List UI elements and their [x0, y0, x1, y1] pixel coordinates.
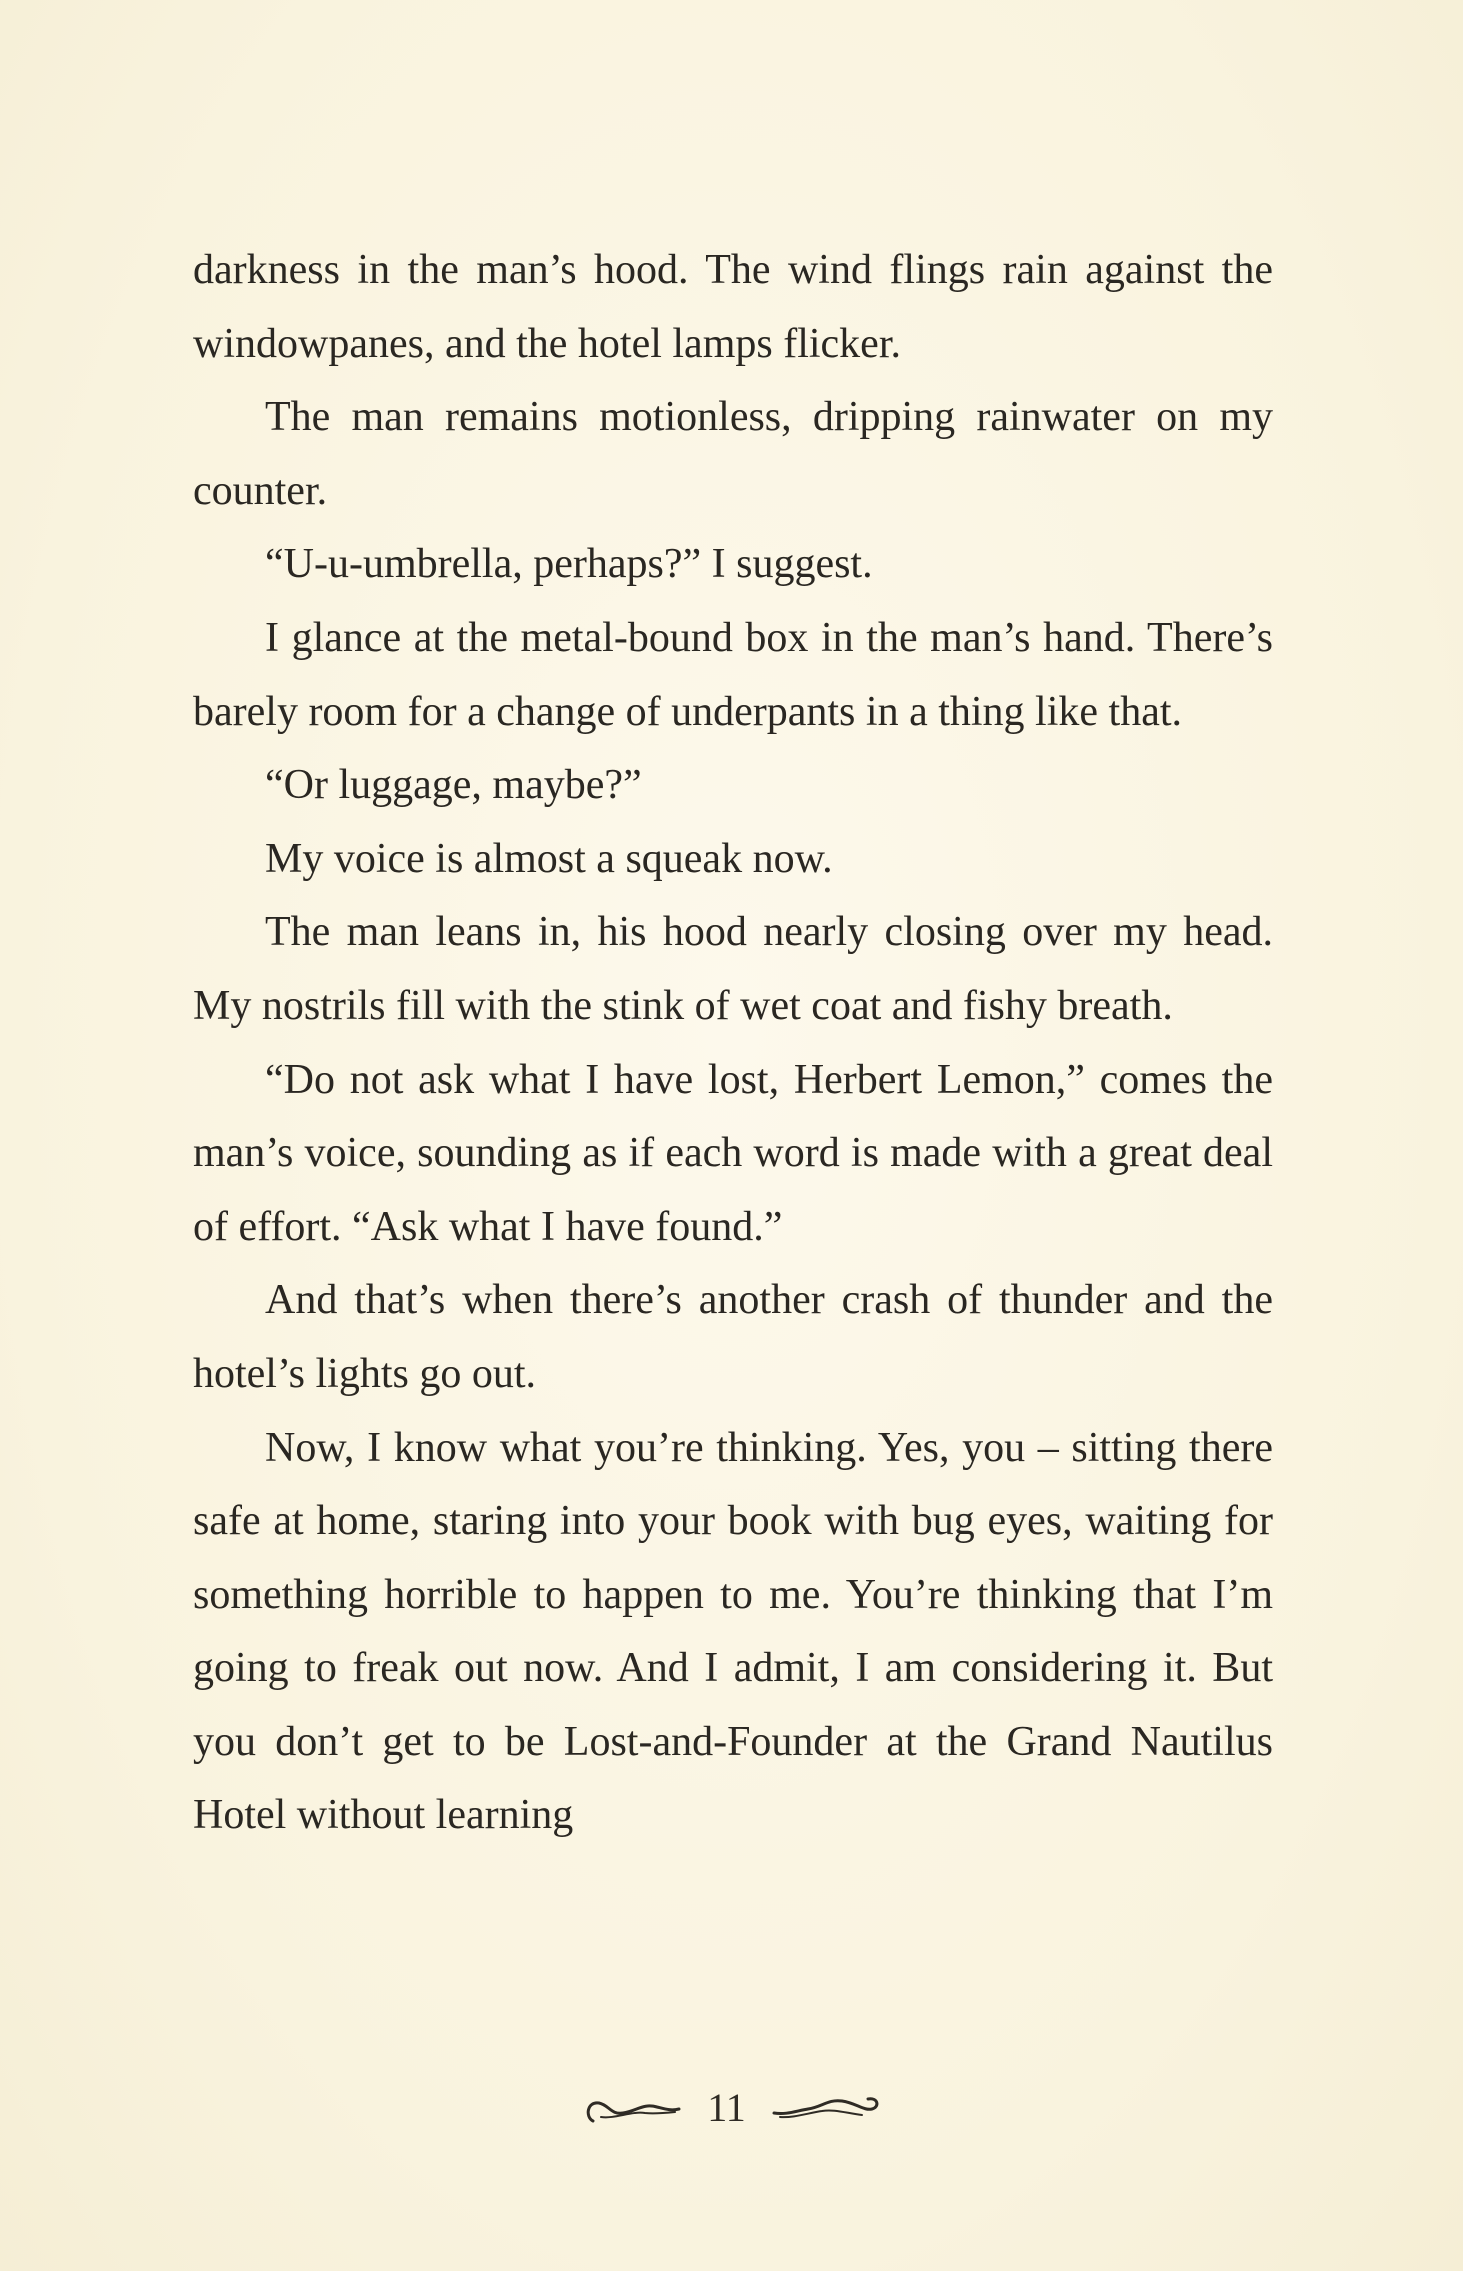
wave-flourish-right-icon — [772, 2091, 882, 2125]
paragraph: I glance at the metal-bound box in the man’s hand. There’s barely room for a change of underpants in a thing like that. — [193, 614, 1273, 735]
page-footer — [0, 2078, 1463, 2138]
page-number: 11 — [707, 2085, 746, 2130]
paragraph: “Or luggage, maybe?” — [265, 762, 642, 809]
wave-flourish-left-icon — [581, 2091, 681, 2125]
paragraph: The man leans in, his hood nearly closing over my head. My nostrils fill with the stink of wet coat and fishy breath. — [193, 909, 1273, 1029]
paragraph: And that’s when there’s another crash of thunder and the hotel’s lights go out. — [193, 1277, 1273, 1397]
paragraph: “Do not ask what I have lost, Herbert Lemon,” comes the man’s voice, sounding as if each word is made with a great deal of effort. “Ask what I have found.” — [193, 1056, 1273, 1250]
paragraph: Now, I know what you’re thinking. Yes, you – sitting there safe at home, staring into your book with bug eyes, waiting for something horrible to happen to me. You’re thinking that I’m going to freak out now. And I admit, I am considering it. But you don’t get to be Lost-and-Founder at the Grand Nautilus Hotel without learning — [193, 1424, 1273, 1839]
paragraph: darkness in the man’s hood. The wind flings rain against the windowpanes, and the hotel lamps flicker. — [193, 247, 1273, 367]
paragraph: The man remains motionless, dripping rainwater on my counter. — [193, 394, 1273, 514]
body-text — [193, 234, 1273, 1853]
paragraph: “U-u-umbrella, perhaps?” I suggest. — [265, 541, 873, 588]
paragraph: My voice is almost a squeak now. — [265, 835, 833, 882]
